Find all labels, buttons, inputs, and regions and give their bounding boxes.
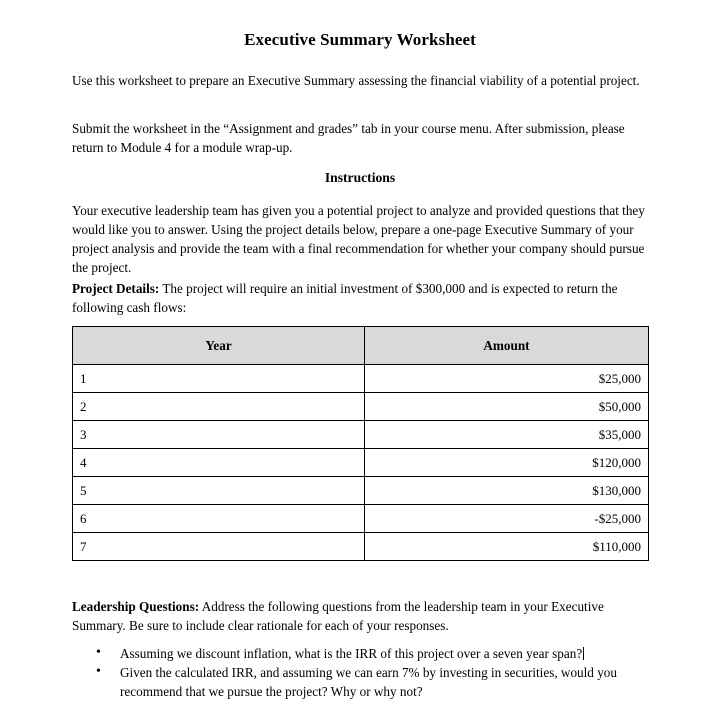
cell-year: 4 — [73, 449, 365, 477]
project-details-paragraph — [72, 279, 648, 317]
leadership-questions-label: Leadership Questions: — [72, 599, 200, 614]
table-header-amount: Amount — [365, 327, 649, 365]
cell-amount: -$25,000 — [365, 505, 649, 533]
cell-year: 6 — [73, 505, 365, 533]
cell-amount: $35,000 — [365, 421, 649, 449]
page-title: Executive Summary Worksheet — [244, 30, 476, 49]
instructions-paragraph: Your executive leadership team has given you a potential project to analyze and provided questions that they would like you to answer. Using the project details below, prepare a one-page Executive Summary of your project analysis and provide the team with a final recommendation for whether your company should pursue the project. — [72, 203, 645, 275]
table-header-year: Year — [73, 327, 365, 365]
question-text: Given the calculated IRR, and assuming we can earn 7% by investing in securities, would you recommend that we pursue the project? Why or why not? — [120, 665, 617, 699]
list-item — [93, 663, 653, 701]
leadership-questions-paragraph — [72, 597, 648, 635]
table-row — [73, 365, 649, 393]
table-body — [73, 365, 649, 561]
cell-year: 1 — [73, 365, 365, 393]
table-row — [73, 477, 649, 505]
cell-amount: $110,000 — [365, 533, 649, 561]
table-row — [73, 533, 649, 561]
list-item — [93, 644, 653, 663]
table-row — [73, 449, 649, 477]
table-row — [73, 393, 649, 421]
instructions-heading: Instructions — [324, 170, 396, 185]
cell-amount: $50,000 — [365, 393, 649, 421]
table-row — [73, 421, 649, 449]
cash-flow-table — [72, 326, 649, 561]
cell-amount: $120,000 — [365, 449, 649, 477]
leadership-questions-text: Address the following questions from the leadership team in your Executive Summary. Be sure to include clear rationale for each of your responses. — [72, 599, 604, 633]
questions-list — [93, 644, 653, 701]
cell-year: 5 — [73, 477, 365, 505]
question-text: Assuming we discount inflation, what is the IRR of this project over a seven year span? — [120, 646, 583, 661]
table-row — [73, 505, 649, 533]
cell-year: 2 — [73, 393, 365, 421]
cell-year: 7 — [73, 533, 365, 561]
intro-paragraph: Use this worksheet to prepare an Executive Summary assessing the financial viability of a potential project. — [72, 73, 640, 88]
submission-paragraph: Submit the worksheet in the “Assignment and grades” tab in your course menu. After submission, please return to Module 4 for a module wrap-up. — [72, 121, 625, 155]
table-header-row — [73, 327, 649, 365]
cell-amount: $130,000 — [365, 477, 649, 505]
project-details-text: The project will require an initial investment of $300,000 and is expected to return the following cash flows: — [72, 281, 618, 315]
text-cursor — [583, 647, 584, 660]
project-details-label: Project Details: — [72, 281, 160, 296]
cell-amount: $25,000 — [365, 365, 649, 393]
cell-year: 3 — [73, 421, 365, 449]
